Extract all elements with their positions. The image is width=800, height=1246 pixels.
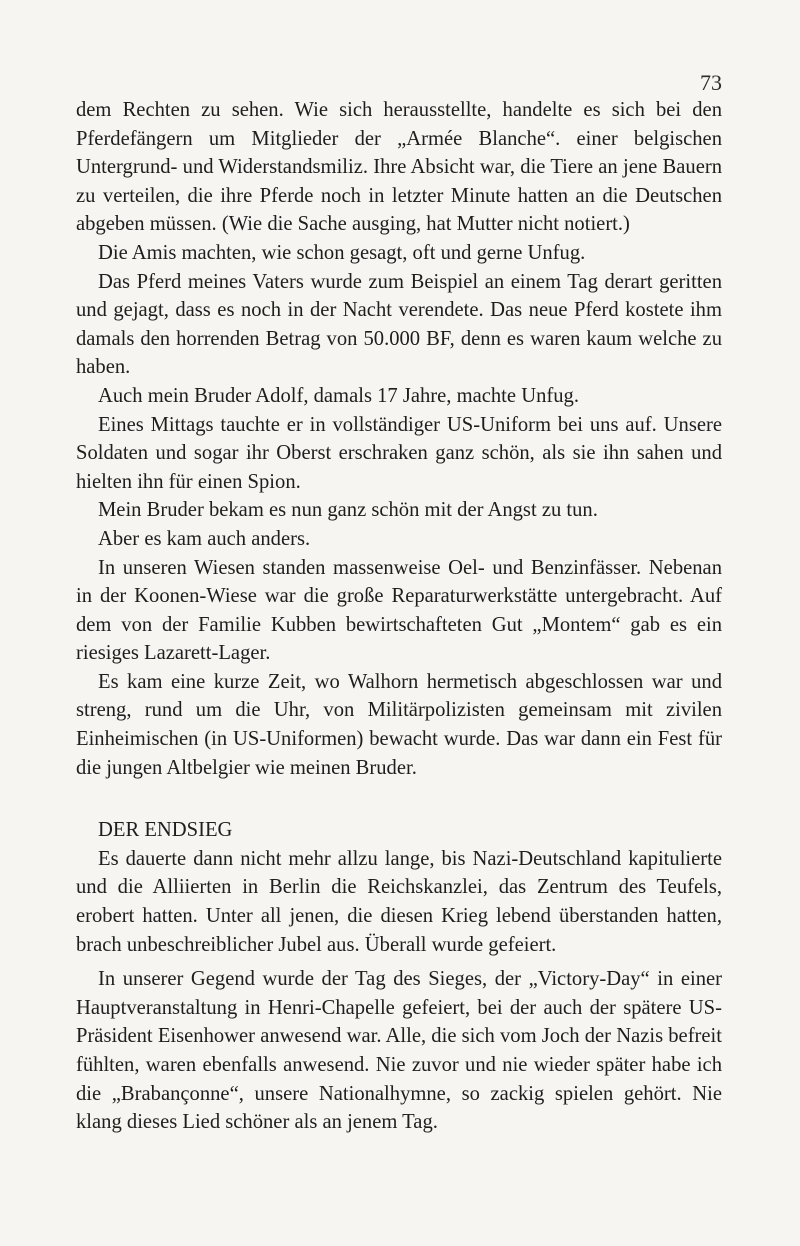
- body-text: [76, 96, 722, 1137]
- paragraph: Es kam eine kurze Zeit, wo Walhorn hermetisch abgeschlossen war und streng, rund um die Uhr, von Militärpolizisten gemeinsam mit zivilen Einheimischen (in US-Uniformen) bewacht wurde. Das war dann ein Fest für die jungen Altbelgier wie meinen Bruder.: [76, 670, 722, 779]
- paragraph: Das Pferd meines Vaters wurde zum Beispiel an einem Tag derart geritten und gejagt, dass es noch in der Nacht verendete. Das neue Pferd kostete ihm damals den horrenden Betrag von 50.000 BF, denn es waren kaum welche zu haben.: [76, 270, 722, 379]
- paragraph: In unserer Gegend wurde der Tag des Sieges, der „Victory-Day“ in einer Hauptveranstaltung in Henri-Chapelle gefeiert, bei der auch der spätere US-Präsident Eisenhower anwesend war. Alle, die sich vom Joch der Nazis befreit fühlten, waren ebenfalls anwesend. Nie zuvor und nie wieder später habe ich die „Brabançonne“, unsere Nationalhymne, so zackig spielen gehört. Nie klang dieses Lied schöner als an jenem Tag.: [76, 968, 722, 1134]
- paragraph: Die Amis machten, wie schon gesagt, oft und gerne Unfug.: [98, 241, 586, 264]
- paragraph: Mein Bruder bekam es nun ganz schön mit der Angst zu tun.: [98, 499, 598, 522]
- paragraph: Eines Mittags tauchte er in vollständiger US-Uniform bei uns auf. Unsere Soldaten und sogar ihr Oberst erschraken ganz schön, als sie ihn sahen und hielten ihn für einen Spion.: [76, 413, 722, 493]
- paragraph: In unseren Wiesen standen massenweise Oel- und Benzinfässer. Nebenan in der Koonen-Wiese war die große Reparaturwerkstätte untergebracht. Auf dem von der Familie Kubben bewirtschafteten Gut „Montem“ gab es ein riesiges Lazarett-Lager.: [76, 556, 722, 665]
- page-number: 73: [700, 70, 722, 95]
- paragraph: Es dauerte dann nicht mehr allzu lange, bis Nazi-Deutschland kapitulierte und die Alliierten in Berlin die Reichskanzlei, das Zentrum des Teufels, erobert hatten. Unter all jenen, die diesen Krieg lebend überstanden hatten, brach unbeschreiblicher Jubel aus. Überall wurde gefeiert.: [76, 847, 722, 956]
- paragraph: dem Rechten zu sehen. Wie sich herausstellte, handelte es sich bei den Pferdefängern um Mitglieder der „Armée Blanche“. einer belgischen Untergrund- und Widerstandsmiliz. Ihre Absicht war, die Tiere an jene Bauern zu verteilen, die ihre Pferde noch in letzter Minute hatten an die Deutschen abgeben müssen. (Wie die Sache ausging, hat Mutter nicht notiert.): [76, 99, 722, 236]
- section-heading: DER ENDSIEG: [98, 819, 233, 842]
- paragraph: Aber es kam auch anders.: [98, 527, 311, 550]
- paragraph: Auch mein Bruder Adolf, damals 17 Jahre, machte Unfug.: [98, 384, 579, 407]
